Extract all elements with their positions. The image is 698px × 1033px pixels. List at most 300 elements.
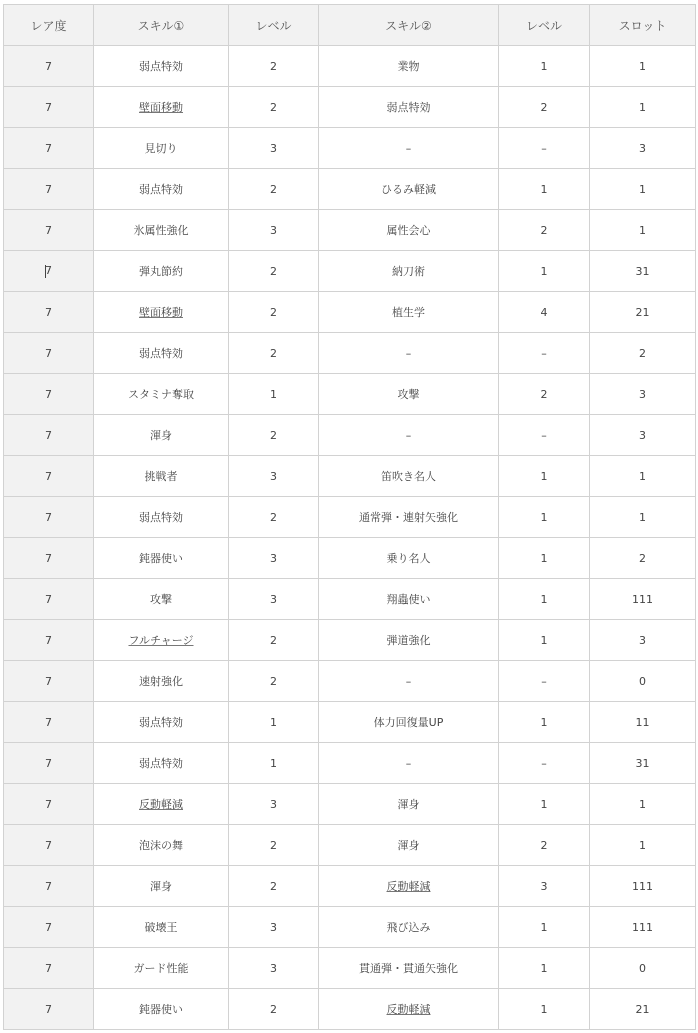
rarity-text: 7 xyxy=(45,59,52,73)
level-2-cell xyxy=(499,456,590,497)
skill-2-cell xyxy=(319,907,499,948)
level-2-text: – xyxy=(541,756,547,770)
skill-1-cell xyxy=(94,989,229,1030)
level-2-text: 1 xyxy=(540,592,548,606)
skill-1-cell xyxy=(94,128,229,169)
level-2-text: 1 xyxy=(540,961,548,975)
slots-cell xyxy=(590,87,696,128)
level-1-cell xyxy=(229,784,319,825)
skill-1-text: 渾身 xyxy=(150,429,172,442)
table-row xyxy=(4,948,696,989)
skill-1-text: 鈍器使い xyxy=(139,552,183,565)
level-1-cell xyxy=(229,907,319,948)
level-2-text: 2 xyxy=(540,387,548,401)
level-1-text: 3 xyxy=(270,551,277,565)
table-body xyxy=(4,46,696,1030)
rarity-cell xyxy=(4,579,94,620)
skill-1-cell xyxy=(94,497,229,538)
rarity-cell xyxy=(4,292,94,333)
level-1-cell xyxy=(229,743,319,784)
level-1-text: 2 xyxy=(270,1002,277,1016)
skill-2-text: 業物 xyxy=(397,60,420,73)
level-2-text: 1 xyxy=(540,920,548,934)
skill-1-cell xyxy=(94,292,229,333)
slots-text: 3 xyxy=(639,141,646,155)
skill-2-text: 飛び込み xyxy=(386,921,431,934)
skill-2-text: – xyxy=(405,674,412,688)
slots-text: 2 xyxy=(639,551,646,565)
header-skill-2: スキル② xyxy=(319,5,499,46)
skill-1-text: 弱点特効 xyxy=(139,183,183,196)
talisman-table xyxy=(3,4,696,1030)
slots-text: 1 xyxy=(639,797,646,811)
skill-1-text: 渾身 xyxy=(150,880,172,893)
rarity-cell xyxy=(4,251,94,292)
slots-text: 11 xyxy=(635,715,650,729)
skill-1-text: 破壊王 xyxy=(144,921,178,934)
level-2-cell xyxy=(499,620,590,661)
level-2-cell xyxy=(499,825,590,866)
skill-2-cell xyxy=(319,579,499,620)
rarity-text: 7 xyxy=(45,469,52,483)
level-1-text: 1 xyxy=(270,756,277,770)
skill-1-text: スタミナ奪取 xyxy=(128,388,194,401)
level-1-text: 3 xyxy=(270,223,277,237)
slots-text: 3 xyxy=(639,633,646,647)
level-2-cell xyxy=(499,989,590,1030)
level-2-cell xyxy=(499,579,590,620)
rarity-text: 7 xyxy=(45,633,52,647)
level-2-cell xyxy=(499,46,590,87)
skill-1-text: 氷属性強化 xyxy=(133,224,189,237)
rarity-text: 7 xyxy=(45,223,52,237)
level-2-cell xyxy=(499,784,590,825)
level-2-text: 1 xyxy=(540,633,548,647)
level-1-cell xyxy=(229,702,319,743)
slots-cell xyxy=(590,292,696,333)
rarity-text: 7 xyxy=(45,264,52,278)
skill-2-text: 納刀術 xyxy=(392,265,425,278)
level-1-text: 2 xyxy=(270,264,277,278)
skill-1-text: 速射強化 xyxy=(139,675,183,688)
skill-2-cell xyxy=(319,702,499,743)
skill-2-text: 乗り名人 xyxy=(386,552,431,565)
rarity-cell xyxy=(4,374,94,415)
skill-2-text: 通常弾・連射矢強化 xyxy=(359,511,458,524)
skill-2-cell xyxy=(319,292,499,333)
slots-cell xyxy=(590,415,696,456)
rarity-text: 7 xyxy=(45,756,52,770)
skill-1-cell xyxy=(94,579,229,620)
table-header-row xyxy=(4,5,696,46)
level-2-text: – xyxy=(541,674,547,688)
level-1-cell xyxy=(229,661,319,702)
rarity-text: 7 xyxy=(45,715,52,729)
table-row xyxy=(4,538,696,579)
skill-1-link[interactable]: 壁面移動 xyxy=(139,101,183,114)
slots-text: 21 xyxy=(635,1002,650,1016)
slots-cell xyxy=(590,251,696,292)
slots-cell xyxy=(590,866,696,907)
skill-2-text: 渾身 xyxy=(397,839,420,852)
skill-2-cell xyxy=(319,128,499,169)
skill-2-cell xyxy=(319,743,499,784)
level-2-text: 1 xyxy=(540,715,548,729)
skill-2-text: – xyxy=(405,141,412,155)
skill-1-cell xyxy=(94,825,229,866)
level-2-text: 2 xyxy=(540,100,548,114)
slots-text: 31 xyxy=(635,264,650,278)
level-2-text: 1 xyxy=(540,182,548,196)
level-2-cell xyxy=(499,169,590,210)
level-1-cell xyxy=(229,292,319,333)
skill-2-link[interactable]: 反動軽減 xyxy=(386,880,431,893)
level-1-text: 2 xyxy=(270,182,277,196)
slots-text: 111 xyxy=(632,920,653,934)
level-1-text: 3 xyxy=(270,469,277,483)
rarity-cell xyxy=(4,46,94,87)
skill-2-text: 渾身 xyxy=(397,798,420,811)
level-1-cell xyxy=(229,538,319,579)
level-1-text: 2 xyxy=(270,346,277,360)
skill-1-cell xyxy=(94,907,229,948)
level-2-cell xyxy=(499,415,590,456)
slots-text: 1 xyxy=(639,469,646,483)
skill-2-text: 翔蟲使い xyxy=(386,593,431,606)
skill-2-cell xyxy=(319,415,499,456)
level-1-cell xyxy=(229,210,319,251)
skill-1-cell xyxy=(94,948,229,989)
rarity-text: 7 xyxy=(45,305,52,319)
talisman-table-container xyxy=(3,4,695,1030)
skill-1-text: 見切り xyxy=(144,142,178,155)
rarity-cell xyxy=(4,128,94,169)
level-1-cell xyxy=(229,497,319,538)
level-2-text: 1 xyxy=(540,551,548,565)
rarity-cell xyxy=(4,907,94,948)
slots-cell xyxy=(590,128,696,169)
rarity-cell xyxy=(4,866,94,907)
level-2-cell xyxy=(499,907,590,948)
level-1-cell xyxy=(229,169,319,210)
slots-cell xyxy=(590,948,696,989)
slots-cell xyxy=(590,907,696,948)
rarity-text: 7 xyxy=(45,100,52,114)
skill-1-cell xyxy=(94,46,229,87)
table-row xyxy=(4,702,696,743)
level-1-text: 2 xyxy=(270,428,277,442)
level-1-cell xyxy=(229,251,319,292)
level-2-cell xyxy=(499,292,590,333)
skill-1-cell xyxy=(94,743,229,784)
table-row xyxy=(4,579,696,620)
slots-cell xyxy=(590,46,696,87)
rarity-text: 7 xyxy=(45,551,52,565)
table-row xyxy=(4,825,696,866)
slots-cell xyxy=(590,825,696,866)
table-row xyxy=(4,251,696,292)
rarity-cell xyxy=(4,169,94,210)
skill-2-text: ひるみ軽減 xyxy=(381,183,436,196)
rarity-cell xyxy=(4,948,94,989)
skill-2-cell xyxy=(319,497,499,538)
skill-2-cell xyxy=(319,87,499,128)
skill-1-cell xyxy=(94,210,229,251)
slots-cell xyxy=(590,333,696,374)
skill-1-text: 挑戦者 xyxy=(144,470,178,483)
slots-text: 21 xyxy=(635,305,650,319)
slots-cell xyxy=(590,702,696,743)
level-2-text: 1 xyxy=(540,469,548,483)
slots-cell xyxy=(590,210,696,251)
level-1-text: 1 xyxy=(270,715,277,729)
table-row xyxy=(4,292,696,333)
rarity-cell xyxy=(4,989,94,1030)
table-row xyxy=(4,210,696,251)
level-1-text: 2 xyxy=(270,879,277,893)
skill-2-link[interactable]: 反動軽減 xyxy=(386,1003,431,1016)
skill-2-cell xyxy=(319,784,499,825)
skill-1-cell xyxy=(94,702,229,743)
level-1-cell xyxy=(229,333,319,374)
skill-2-cell xyxy=(319,456,499,497)
rarity-text: 7 xyxy=(45,674,52,688)
skill-2-text: – xyxy=(405,428,412,442)
skill-2-text: 弱点特効 xyxy=(386,101,431,114)
table-row xyxy=(4,661,696,702)
skill-1-text: 弱点特効 xyxy=(139,757,183,770)
skill-1-link[interactable]: フルチャージ xyxy=(128,634,194,647)
skill-1-cell xyxy=(94,866,229,907)
level-1-text: 2 xyxy=(270,59,277,73)
rarity-text: 7 xyxy=(45,182,52,196)
skill-1-text: 弱点特効 xyxy=(139,716,183,729)
header-rarity: レア度 xyxy=(4,5,94,46)
table-row xyxy=(4,374,696,415)
skill-1-text: 弱点特効 xyxy=(139,60,183,73)
level-2-cell xyxy=(499,661,590,702)
table-row xyxy=(4,456,696,497)
skill-2-cell xyxy=(319,661,499,702)
skill-2-text: 植生学 xyxy=(392,306,425,319)
skill-2-cell xyxy=(319,948,499,989)
rarity-cell xyxy=(4,456,94,497)
skill-1-cell xyxy=(94,415,229,456)
skill-1-link[interactable]: 壁面移動 xyxy=(139,306,183,319)
skill-1-cell xyxy=(94,456,229,497)
header-slots: スロット xyxy=(590,5,696,46)
slots-cell xyxy=(590,169,696,210)
skill-1-cell xyxy=(94,374,229,415)
skill-1-text: 泡沫の舞 xyxy=(139,839,183,852)
skill-1-text: 弾丸節約 xyxy=(139,265,183,278)
rarity-cell xyxy=(4,702,94,743)
skill-2-cell xyxy=(319,333,499,374)
skill-1-cell xyxy=(94,333,229,374)
rarity-cell xyxy=(4,333,94,374)
level-2-cell xyxy=(499,210,590,251)
slots-cell xyxy=(590,989,696,1030)
level-2-text: 2 xyxy=(540,838,548,852)
rarity-text: 7 xyxy=(45,961,52,975)
level-2-cell xyxy=(499,702,590,743)
level-1-cell xyxy=(229,620,319,661)
skill-2-text: 属性会心 xyxy=(386,224,431,237)
level-2-cell xyxy=(499,743,590,784)
rarity-cell xyxy=(4,538,94,579)
level-1-text: 2 xyxy=(270,100,277,114)
level-1-cell xyxy=(229,415,319,456)
table-row xyxy=(4,87,696,128)
skill-2-cell xyxy=(319,46,499,87)
slots-cell xyxy=(590,374,696,415)
level-1-cell xyxy=(229,989,319,1030)
level-2-cell xyxy=(499,538,590,579)
header-level-1: レベル xyxy=(229,5,319,46)
level-1-cell xyxy=(229,456,319,497)
table-row xyxy=(4,497,696,538)
skill-2-text: – xyxy=(405,346,412,360)
level-2-cell xyxy=(499,374,590,415)
table-row xyxy=(4,169,696,210)
level-1-text: 2 xyxy=(270,674,277,688)
rarity-text: 7 xyxy=(45,1002,52,1016)
table-row xyxy=(4,743,696,784)
skill-1-cell xyxy=(94,661,229,702)
level-1-text: 2 xyxy=(270,633,277,647)
rarity-text: 7 xyxy=(45,346,52,360)
level-2-cell xyxy=(499,87,590,128)
level-1-text: 3 xyxy=(270,920,277,934)
skill-1-text: 弱点特効 xyxy=(139,347,183,360)
level-2-text: 1 xyxy=(540,797,548,811)
skill-1-text: ガード性能 xyxy=(133,962,189,975)
level-1-text: 2 xyxy=(270,510,277,524)
level-1-text: 2 xyxy=(270,305,277,319)
skill-2-text: 体力回復量UP xyxy=(373,716,444,729)
level-1-text: 3 xyxy=(270,961,277,975)
level-2-text: 1 xyxy=(540,264,548,278)
skill-2-cell xyxy=(319,251,499,292)
skill-1-link[interactable]: 反動軽減 xyxy=(139,798,183,811)
skill-2-text: 貫通弾・貫通矢強化 xyxy=(359,962,458,975)
level-1-cell xyxy=(229,128,319,169)
table-row xyxy=(4,784,696,825)
level-1-cell xyxy=(229,46,319,87)
rarity-text: 7 xyxy=(45,510,52,524)
slots-text: 1 xyxy=(639,59,646,73)
level-2-cell xyxy=(499,251,590,292)
rarity-cell xyxy=(4,784,94,825)
header-skill-1: スキル① xyxy=(94,5,229,46)
level-2-cell xyxy=(499,866,590,907)
slots-text: 111 xyxy=(632,879,653,893)
table-row xyxy=(4,128,696,169)
skill-2-cell xyxy=(319,538,499,579)
level-2-text: – xyxy=(541,346,547,360)
level-1-text: 3 xyxy=(270,592,277,606)
rarity-cell xyxy=(4,825,94,866)
slots-text: 111 xyxy=(632,592,653,606)
skill-2-text: 攻撃 xyxy=(397,388,420,401)
level-2-text: – xyxy=(541,428,547,442)
slots-text: 1 xyxy=(639,100,646,114)
table-row xyxy=(4,907,696,948)
slots-text: 1 xyxy=(639,510,646,524)
skill-2-cell xyxy=(319,620,499,661)
level-1-text: 3 xyxy=(270,797,277,811)
level-1-text: 1 xyxy=(270,387,277,401)
skill-2-cell xyxy=(319,169,499,210)
rarity-cell xyxy=(4,210,94,251)
level-1-cell xyxy=(229,87,319,128)
level-1-text: 3 xyxy=(270,141,277,155)
skill-1-cell xyxy=(94,251,229,292)
table-row xyxy=(4,866,696,907)
skill-2-cell xyxy=(319,989,499,1030)
slots-cell xyxy=(590,743,696,784)
skill-1-cell xyxy=(94,538,229,579)
rarity-text: 7 xyxy=(45,592,52,606)
skill-2-cell xyxy=(319,825,499,866)
rarity-text: 7 xyxy=(45,838,52,852)
level-2-text: 3 xyxy=(540,879,548,893)
skill-2-cell xyxy=(319,866,499,907)
skill-1-text: 鈍器使い xyxy=(139,1003,183,1016)
level-2-cell xyxy=(499,333,590,374)
skill-1-cell xyxy=(94,620,229,661)
slots-text: 2 xyxy=(639,346,646,360)
level-1-cell xyxy=(229,866,319,907)
table-row xyxy=(4,989,696,1030)
skill-1-cell xyxy=(94,169,229,210)
rarity-text: 7 xyxy=(45,920,52,934)
skill-2-cell xyxy=(319,374,499,415)
level-2-text: 4 xyxy=(540,305,548,319)
level-2-text: 1 xyxy=(540,510,548,524)
slots-text: 1 xyxy=(639,182,646,196)
skill-1-text: 攻撃 xyxy=(150,593,172,606)
table-row xyxy=(4,415,696,456)
skill-1-text: 弱点特効 xyxy=(139,511,183,524)
rarity-text: 7 xyxy=(45,797,52,811)
level-1-cell xyxy=(229,579,319,620)
rarity-cell xyxy=(4,743,94,784)
level-2-cell xyxy=(499,128,590,169)
slots-cell xyxy=(590,456,696,497)
slots-text: 1 xyxy=(639,838,646,852)
slots-text: 0 xyxy=(639,674,646,688)
skill-2-text: – xyxy=(405,756,412,770)
level-1-cell xyxy=(229,948,319,989)
table-row xyxy=(4,620,696,661)
rarity-cell xyxy=(4,620,94,661)
table-row xyxy=(4,46,696,87)
slots-cell xyxy=(590,538,696,579)
skill-2-cell xyxy=(319,210,499,251)
level-2-text: – xyxy=(541,141,547,155)
rarity-text: 7 xyxy=(45,428,52,442)
slots-text: 31 xyxy=(635,756,650,770)
rarity-text: 7 xyxy=(45,141,52,155)
rarity-cell xyxy=(4,415,94,456)
table-row xyxy=(4,333,696,374)
level-1-text: 2 xyxy=(270,838,277,852)
level-2-cell xyxy=(499,948,590,989)
rarity-text: 7 xyxy=(45,879,52,893)
rarity-cell xyxy=(4,87,94,128)
slots-cell xyxy=(590,661,696,702)
